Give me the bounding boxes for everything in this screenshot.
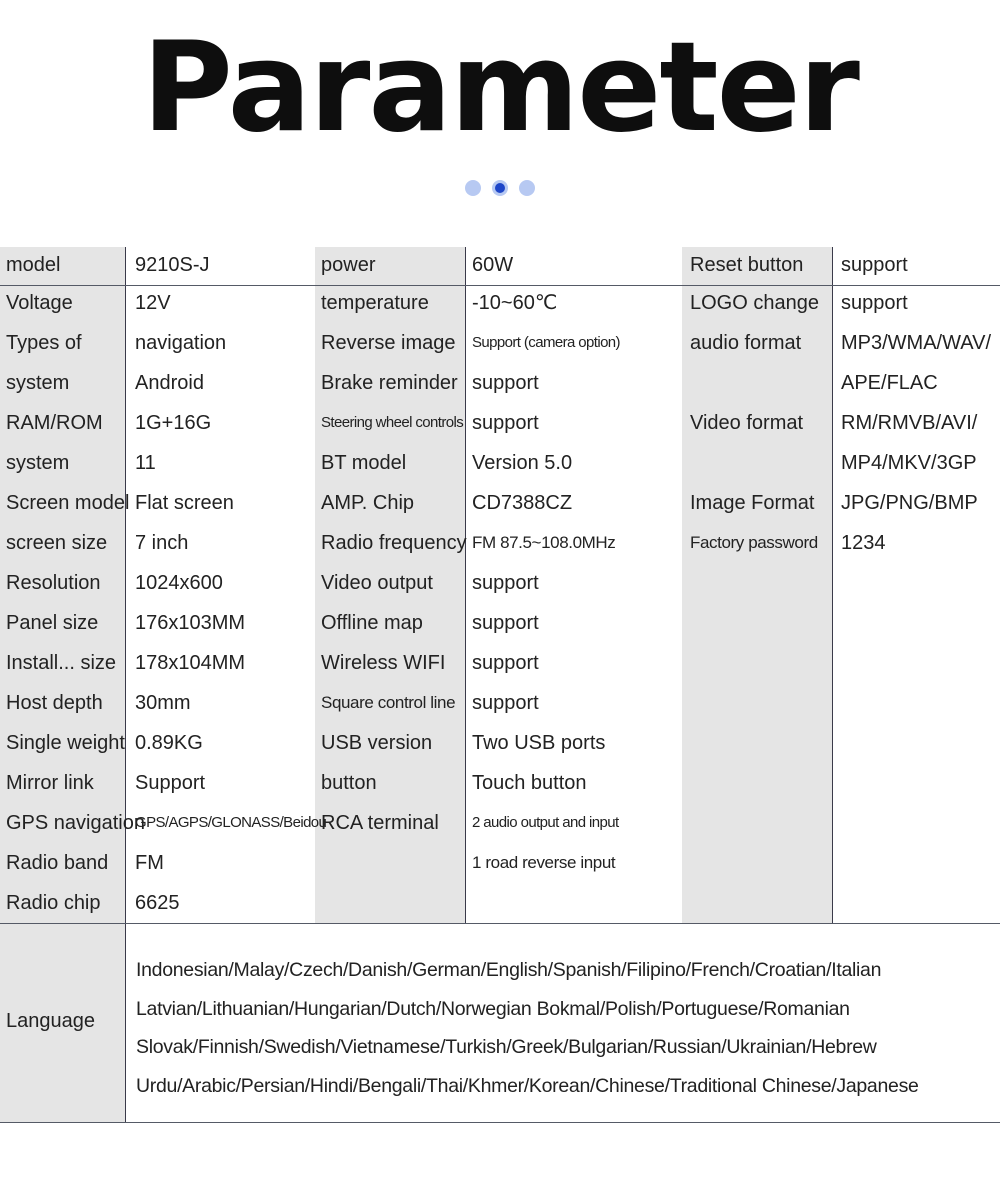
spec-label: Wireless WIFI: [321, 652, 446, 674]
spec-value: support: [472, 372, 539, 394]
language-line: Indonesian/Malay/Czech/Danish/German/English/Spanish/Filipino/French/Croatian/Italian: [136, 959, 882, 981]
language-list: [136, 952, 919, 1106]
spec-value: support: [472, 692, 539, 714]
spec-label: Install... size: [6, 652, 117, 674]
spec-value: navigation: [135, 332, 227, 354]
spec-value: Version 5.0: [472, 452, 573, 474]
spec-value: Two USB ports: [472, 732, 606, 754]
pager-dot[interactable]: [519, 180, 535, 196]
spec-label: Offline map: [321, 612, 423, 634]
header-value: support: [841, 254, 908, 276]
pager-dot-active[interactable]: [492, 180, 508, 196]
spec-value: 30mm: [135, 692, 191, 714]
header-label: Reset button: [690, 254, 804, 276]
spec-value: Flat screen: [135, 492, 234, 514]
spec-value: Touch button: [472, 772, 587, 794]
spec-label: Mirror link: [6, 772, 94, 794]
spec-label: Screen model: [6, 492, 130, 514]
spec-value: 1234: [841, 532, 886, 554]
spec-value: Support (camera option): [472, 334, 620, 351]
language-label: Language: [6, 1010, 95, 1032]
spec-label: Brake reminder: [321, 372, 458, 394]
spec-value: RM/RMVB/AVI/: [841, 412, 978, 434]
spec-label: Voltage: [6, 292, 73, 314]
spec-label: Single weight: [6, 732, 125, 754]
spec-value: support: [472, 572, 539, 594]
spec-value: APE/FLAC: [841, 372, 938, 394]
spec-value: support: [472, 652, 539, 674]
header-value: 60W: [472, 254, 514, 276]
spec-label: Square control line: [321, 693, 456, 712]
language-line: Latvian/Lithuanian/Hungarian/Dutch/Norwegian Bokmal/Polish/Portuguese/Romanian: [136, 997, 850, 1020]
spec-value: 2 audio output and input: [472, 814, 619, 831]
spec-label: RAM/ROM: [6, 412, 103, 434]
spec-value: support: [472, 612, 539, 634]
spec-value: 11: [135, 452, 156, 474]
header-label: model: [6, 254, 61, 276]
spec-label: temperature: [321, 292, 429, 314]
spec-value: JPG/PNG/BMP: [841, 492, 978, 514]
spec-value: 1G+16G: [135, 412, 212, 434]
spec-value: 1 road reverse input: [472, 853, 616, 872]
spec-label: Radio band: [6, 852, 109, 874]
spec-label: Resolution: [6, 572, 101, 594]
page-title: Parameter: [142, 16, 858, 160]
column-divider: [832, 247, 833, 924]
spec-value: -10~60℃: [472, 292, 558, 314]
language-section: [0, 924, 1000, 1122]
spec-value: GPS/AGPS/GLONASS/Beidou: [135, 814, 327, 831]
spec-value: 7 inch: [135, 532, 189, 554]
language-label-cell: [0, 924, 125, 1122]
spec-label: Steering wheel controls: [321, 414, 464, 431]
language-line: Urdu/Arabic/Persian/Hindi/Bengali/Thai/Khmer/Korean/Chinese/Traditional Chinese/Japanese: [136, 1074, 919, 1097]
spec-value: Android: [135, 372, 204, 394]
spec-label: system: [6, 372, 70, 394]
spec-value: support: [472, 412, 539, 434]
spec-label: audio format: [690, 332, 802, 354]
spec-label: Panel size: [6, 612, 99, 634]
spec-label: Radio chip: [6, 892, 101, 914]
language-bottom-border: [0, 1122, 1000, 1123]
header-value: 9210S-J: [135, 254, 210, 276]
spec-value: MP4/MKV/3GP: [841, 452, 977, 474]
spec-value: 176x103MM: [135, 612, 246, 634]
spec-label: button: [321, 772, 377, 794]
spec-value: FM 87.5~108.0MHz: [472, 533, 616, 552]
spec-label: Host depth: [6, 692, 103, 714]
spec-label: Video format: [690, 412, 804, 434]
spec-value: FM: [135, 852, 164, 874]
spec-value: 12V: [135, 292, 171, 314]
spec-value: Support: [135, 772, 206, 794]
spec-label: USB version: [321, 732, 433, 754]
spec-value: 1024x600: [135, 572, 223, 594]
pager-dots: [0, 180, 1000, 196]
spec-label: GPS navigation: [6, 812, 145, 834]
spec-value: 178x104MM: [135, 652, 246, 674]
spec-label: Types of: [6, 332, 82, 354]
spec-label: BT model: [321, 452, 407, 474]
spec-label: system: [6, 452, 70, 474]
spec-label: Factory password: [690, 533, 818, 552]
column-divider: [465, 247, 466, 924]
pager-dot[interactable]: [465, 180, 481, 196]
spec-label: Reverse image: [321, 332, 456, 354]
spec-label: RCA terminal: [321, 812, 439, 834]
header-label: power: [321, 254, 376, 276]
spec-value: 0.89KG: [135, 732, 203, 754]
spec-label: screen size: [6, 532, 108, 554]
spec-label: Radio frequency: [321, 532, 467, 554]
spec-value: MP3/WMA/WAV/: [841, 332, 991, 354]
spec-value: 6625: [135, 892, 180, 914]
spec-label: Video output: [321, 572, 433, 594]
spec-label: AMP. Chip: [321, 492, 415, 514]
spec-value: CD7388CZ: [472, 492, 573, 514]
column-divider: [125, 924, 126, 1122]
spec-table: [0, 247, 1000, 924]
spec-label: LOGO change: [690, 292, 819, 314]
spec-value: support: [841, 292, 908, 314]
spec-label: Image Format: [690, 492, 815, 514]
language-line: Slovak/Finnish/Swedish/Vietnamese/Turkish/Greek/Bulgarian/Russian/Ukrainian/Hebrew: [136, 1036, 877, 1058]
